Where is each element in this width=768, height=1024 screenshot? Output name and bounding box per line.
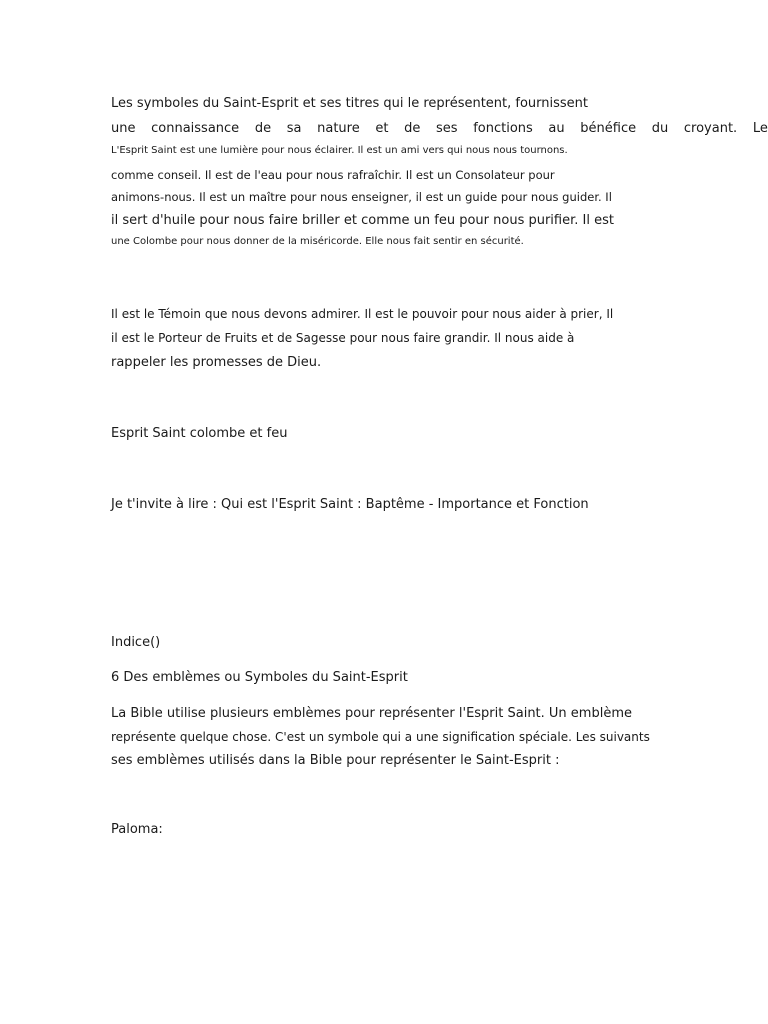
paragraph3-line1: La Bible utilise plusieurs emblèmes pour représenter l'Esprit Saint. Un emblème bbox=[111, 706, 632, 721]
index-label: Indice() bbox=[111, 635, 161, 650]
paragraph1-line3: L'Esprit Saint est une lumière pour nous éclairer. Il est un ami vers qui nous nous tournons. bbox=[111, 145, 568, 156]
word: du bbox=[651, 121, 669, 136]
word: ses bbox=[436, 121, 458, 136]
word: sa bbox=[286, 121, 302, 136]
paragraph3-line2: représente quelque chose. C'est un symbole qui a une signification spéciale. Les suivants bbox=[111, 730, 650, 744]
paragraph3-line3: ses emblèmes utilisés dans la Bible pour représenter le Saint-Esprit : bbox=[111, 753, 560, 768]
paragraph1-line7: une Colombe pour nous donner de la miséricorde. Elle nous fait sentir en sécurité. bbox=[111, 236, 524, 247]
paragraph2-line3: rappeler les promesses de Dieu. bbox=[111, 355, 322, 370]
word: de bbox=[254, 121, 272, 136]
paragraph1-line1: Les symboles du Saint-Esprit et ses titres qui le représentent, fournissent bbox=[111, 96, 589, 111]
word: Le bbox=[752, 121, 768, 136]
paloma-label: Paloma: bbox=[111, 822, 163, 837]
invite-link[interactable]: Je t'invite à lire : Qui est l'Esprit Saint : Baptême - Importance et Fonction bbox=[111, 497, 589, 512]
word: une bbox=[111, 121, 136, 136]
paragraph1-line2 bbox=[111, 121, 768, 136]
section-heading: 6 Des emblèmes ou Symboles du Saint-Esprit bbox=[111, 670, 408, 685]
paragraph2-line1: Il est le Témoin que nous devons admirer. Il est le pouvoir pour nous aider à prier, Il bbox=[111, 307, 614, 321]
image-caption: Esprit Saint colombe et feu bbox=[111, 426, 288, 441]
paragraph2-line2: il est le Porteur de Fruits et de Sagesse pour nous faire grandir. Il nous aide à bbox=[111, 331, 575, 345]
word: au bbox=[548, 121, 565, 136]
word: de bbox=[404, 121, 421, 136]
word: fonctions bbox=[473, 121, 533, 136]
word: bénéfice bbox=[580, 121, 637, 136]
word: nature bbox=[317, 121, 360, 136]
word: connaissance bbox=[151, 121, 240, 136]
paragraph1-line4: comme conseil. Il est de l'eau pour nous rafraîchir. Il est un Consolateur pour bbox=[111, 168, 555, 182]
word: et bbox=[375, 121, 389, 136]
paragraph1-line6: il sert d'huile pour nous faire briller et comme un feu pour nous purifier. Il est bbox=[111, 213, 614, 228]
paragraph1-line5: animons-nous. Il est un maître pour nous enseigner, il est un guide pour nous guider. Il bbox=[111, 190, 612, 204]
word: croyant. bbox=[683, 121, 738, 136]
